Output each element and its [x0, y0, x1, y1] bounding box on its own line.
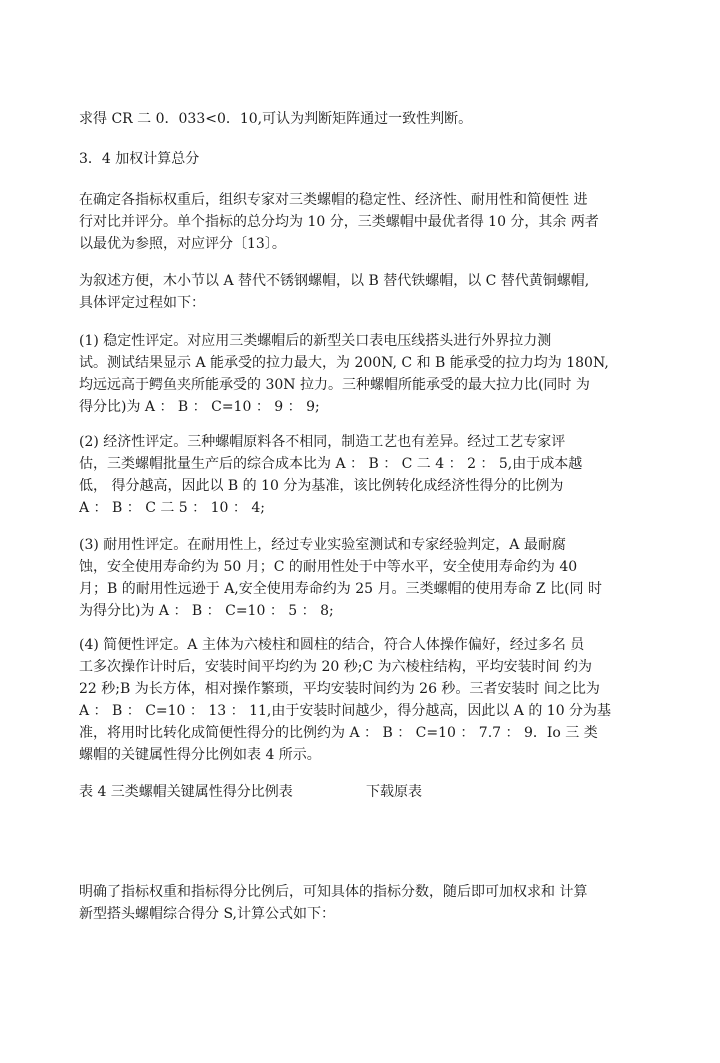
text-line: 低， 得分越高，因此以 B 的 10 分为基准，该比例转化成经济性得分的比例为 — [79, 478, 564, 494]
table-caption-row — [79, 781, 645, 803]
text-line: 为叙述方便，木小节以 A 替代不锈钢螺帽，以 B 替代铁螺帽，以 C 替代黄铜螺帽, — [79, 273, 590, 289]
text-line: 试。测试结果显示 A 能承受的拉力最大，为 200N, C 和 B 能承受的拉力均为 180N, — [79, 355, 609, 371]
text-line: (4) 简便性评定。A 主体为六棱柱和圆柱的结合，符合人体操作偏好，经过多名 员 — [79, 637, 585, 653]
text-line: 行对比并评分。单个指标的总分均为 10 分，三类螺帽中最优者得 10 分，其余 两者 — [79, 214, 599, 230]
text-line: 新型搭头螺帽综合得分 S,计算公式如下： — [79, 906, 335, 922]
text-line: 以最优为参照，对应评分〔13〕。 — [79, 236, 286, 252]
cr-result-paragraph — [79, 108, 645, 130]
text-line: 具体评定过程如下： — [79, 295, 205, 311]
text-line: 22 秒;B 为长方体，相对操作繁琐，平均安装时间约为 26 秒。三者安装时 间之比为 — [79, 681, 600, 697]
text-line: 月；B 的耐用性远逊于 A,安全使用寿命约为 25 月。三类螺帽的使用寿命 Z 比(同 时 — [79, 581, 603, 597]
durability-paragraph — [79, 534, 645, 622]
text-line: 求得 CR 二 0．033<0．10,可认为判断矩阵通过一致性判断。 — [79, 111, 473, 127]
text-line: 明确了指标权重和指标得分比例后，可知具体的指标分数，随后即可加权求和 计算 — [79, 884, 588, 900]
text-line: 蚀，安全使用寿命约为 50 月；C 的耐用性处于中等水平，安全使用寿命约为 40 — [79, 559, 578, 575]
notation-paragraph — [79, 270, 645, 314]
conclusion-paragraph — [79, 881, 645, 925]
text-line: A ： B ： C 二 5 ： 10 ： 4; — [79, 500, 265, 516]
section-heading-text: 3．4 加权计算总分 — [79, 151, 200, 167]
download-table-link[interactable]: 下载原表 — [366, 784, 422, 800]
text-line: (2) 经济性评定。三种螺帽原料各不相同，制造工艺也有差异。经过工艺专家评 — [79, 434, 566, 450]
text-line: 估，三类螺帽批量生产后的综合成本比为 A ： B ： C 二 4 ： 2 ： 5,由于成本越 — [79, 456, 583, 472]
section-heading — [79, 148, 645, 170]
text-line: 在确定各指标权重后，组织专家对三类螺帽的稳定性、经济性、耐用性和简便性 进 — [79, 192, 588, 208]
intro-paragraph — [79, 189, 645, 255]
text-line: A ： B ： C=10 ： 13 ： 11,由于安装时间越少，得分越高，因此以 A 的 10 分为基 — [79, 703, 612, 719]
text-line: 得分比)为 A ： B ： C=10 ： 9 ： 9; — [79, 399, 320, 415]
stability-paragraph — [79, 330, 645, 418]
text-line: (3) 耐用性评定。在耐用性上，经过专业实验室测试和专家经验判定，A 最耐腐 — [79, 537, 566, 553]
text-line: 均远远高于鳄鱼夹所能承受的 30N 拉力。三种螺帽所能承受的最大拉力比(同时 为 — [79, 377, 590, 393]
text-line: (1) 稳定性评定。对应用三类螺帽后的新型关口表电压线搭头进行外界拉力测 — [79, 333, 552, 349]
text-line: 为得分比)为 A ： B ： C=10 ： 5 ： 8; — [79, 603, 334, 619]
economy-paragraph — [79, 431, 645, 519]
text-line: 螺帽的关键属性得分比例如表 4 所示。 — [79, 747, 321, 763]
text-line: 工多次操作计时后，安装时间平均约为 20 秒;C 为六棱柱结构，平均安装时间 约为 — [79, 659, 593, 675]
text-line: 准，将用时比转化成简便性得分的比例约为 A ： B ： C=10 ： 7.7 ： 9．Io 三 类 — [79, 725, 598, 741]
convenience-paragraph — [79, 634, 645, 766]
table-caption: 表 4 三类螺帽关键属性得分比例表 — [79, 784, 293, 800]
